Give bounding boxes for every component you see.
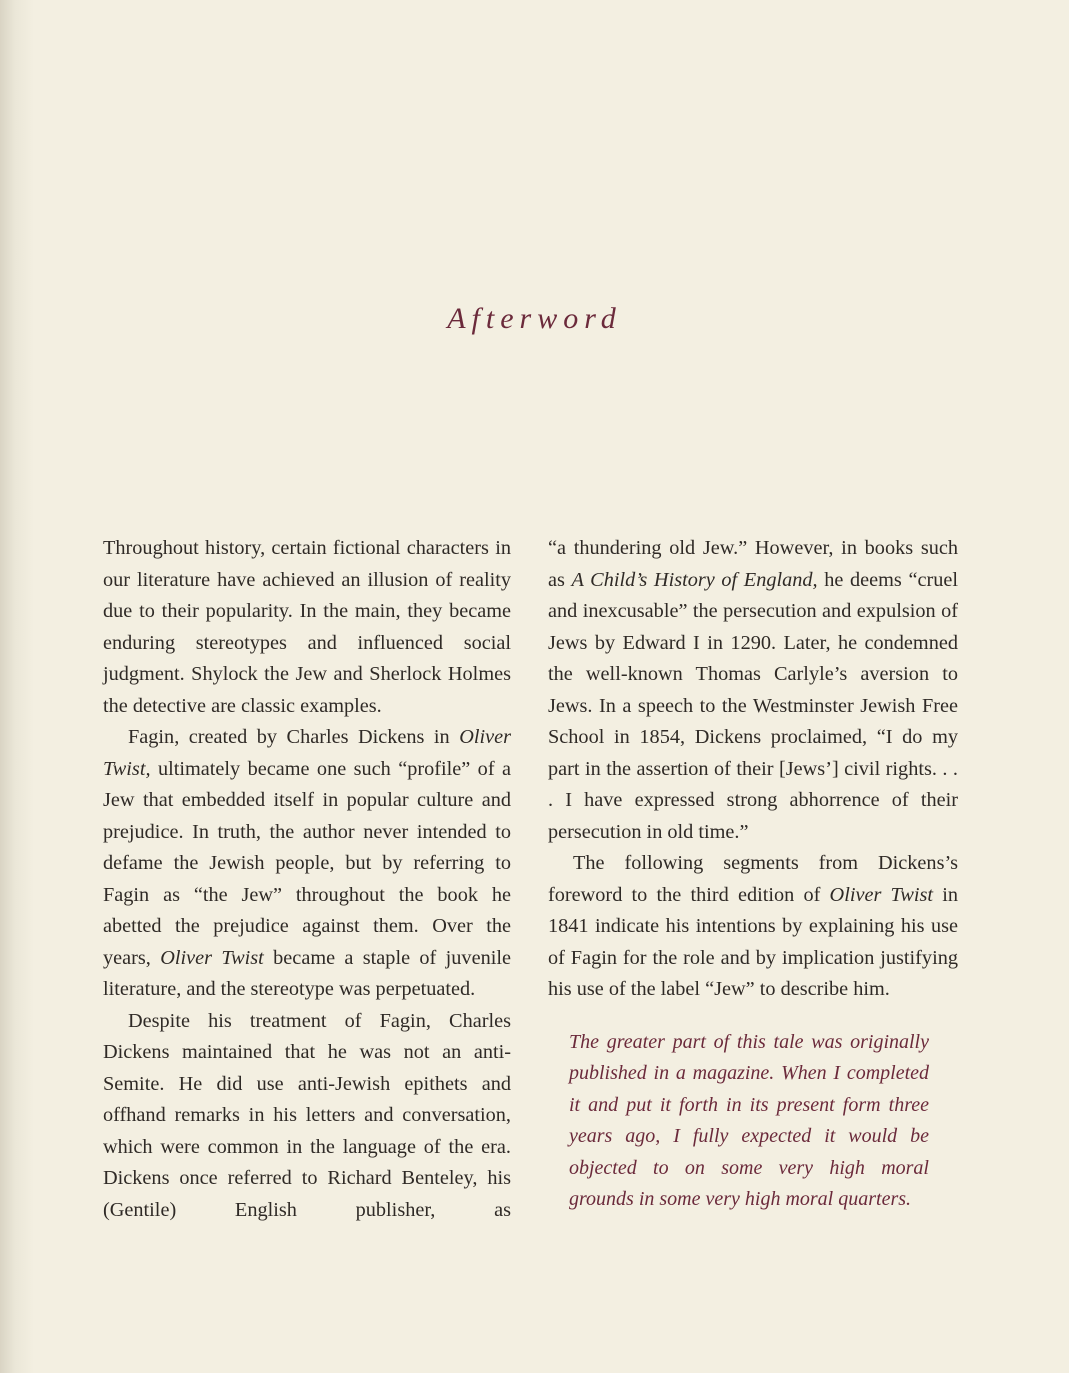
book-title: Oliver Twist: [829, 883, 934, 906]
book-title: Oliver Twist: [160, 946, 264, 969]
paragraph-4-start: “a thundering old Jew.” However, in books such as: [548, 537, 958, 591]
book-title: Oliver Twist,: [103, 726, 511, 780]
paragraph-2-end: ultimately became one such “profile” of a Jew that embedded itself in popular culture and prejudice. In truth, the author never intended to defame the Jewish people, but by referring to Fagin as “the Jew” throughout the book he abetted the prejudice against them. Over the years,: [103, 757, 511, 969]
paragraph-5-end: in 1841 indicate his intentions by explaining his use of Fagin for the role and by implication justifying his use of the label “Jew” to describe him.: [548, 883, 958, 1000]
paragraph-4: [548, 533, 958, 848]
left-column: [103, 533, 511, 1226]
paragraph-2: [103, 722, 511, 1006]
paragraph-4-end: he deems “cruel and inexcusable” the persecution and expulsion of Jews by Edward I in 1290. Later, he condemned the well-known Thomas Carlyle’s aversion to Jews. In a speech to the Westminster Jewish Free School in 1854, Dickens proclaimed, “I do my part in the assertion of their [Jews’] civil rights. . . . I have expressed strong abhorrence of their persecution in old time.”: [548, 568, 958, 843]
paragraph-2-start: Fagin, created by Charles Dickens in: [128, 726, 460, 748]
paragraph-5: [548, 848, 958, 1006]
paragraph-3: Despite his treatment of Fagin, Charles Dickens maintained that he was not an anti-Semite. He did use anti-Jewish epithets and offhand remarks in his letters and conversation, which were common in the language of the era. Dickens once referred to Richard Benteley, his (Gentile) English publisher, as: [103, 1009, 511, 1221]
block-quote: The greater part of this tale was originally published in a magazine. When I completed it and put it forth in its present form three years ago, I fully expected it would be objected to on some very high moral grounds in some very high moral quarters.: [569, 1030, 929, 1210]
paragraph-2-tail: became a staple of juvenile literature, and the stereotype was perpetuated.: [103, 946, 511, 1000]
chapter-heading: Afterword: [447, 302, 622, 335]
book-title: A Child’s History of England,: [571, 568, 818, 591]
right-column: [548, 533, 958, 1216]
paragraph-1: Throughout history, certain fictional characters in our literature have achieved an illusion of reality due to their popularity. In the main, they became enduring stereotypes and influenced social judgment. Shylock the Jew and Sherlock Holmes the detective are classic examples.: [103, 537, 511, 717]
paragraph-5-start: The following segments from Dickens’s foreword to the third edition of: [548, 852, 958, 906]
page-gutter-shadow: [0, 0, 34, 1373]
